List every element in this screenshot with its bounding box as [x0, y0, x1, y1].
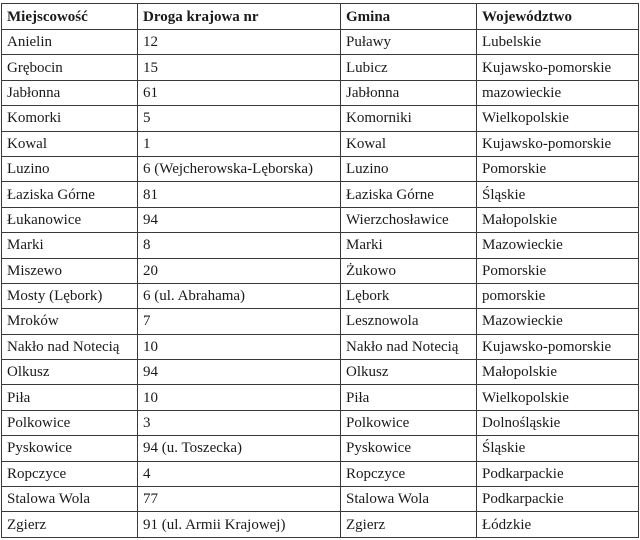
cell-gmina: Lesznowola	[341, 309, 477, 334]
cell-wojewodztwo: Kujawsko-pomorskie	[477, 55, 639, 80]
cell-gmina: Olkusz	[341, 360, 477, 385]
cell-miejscowosc: Łukanowice	[2, 207, 138, 232]
cell-gmina: Komorniki	[341, 106, 477, 131]
cell-droga: 10	[138, 385, 341, 410]
table-row	[2, 156, 639, 181]
cell-gmina: Piła	[341, 385, 477, 410]
cell-droga: 4	[138, 461, 341, 486]
cell-wojewodztwo: Wielkopolskie	[477, 385, 639, 410]
cell-miejscowosc: Mosty (Lębork)	[2, 283, 138, 308]
cell-droga: 91 (ul. Armii Krajowej)	[138, 512, 341, 537]
cell-miejscowosc: Łaziska Górne	[2, 182, 138, 207]
cell-miejscowosc: Marki	[2, 233, 138, 258]
table-row	[2, 385, 639, 410]
cell-miejscowosc: Polkowice	[2, 410, 138, 435]
roads-table	[1, 3, 639, 538]
table-row	[2, 182, 639, 207]
cell-droga: 8	[138, 233, 341, 258]
cell-gmina: Lubicz	[341, 55, 477, 80]
cell-miejscowosc: Komorki	[2, 106, 138, 131]
cell-wojewodztwo: Mazowieckie	[477, 233, 639, 258]
cell-wojewodztwo: Śląskie	[477, 182, 639, 207]
cell-miejscowosc: Kowal	[2, 131, 138, 156]
cell-wojewodztwo: Małopolskie	[477, 360, 639, 385]
table-row	[2, 334, 639, 359]
table-row	[2, 106, 639, 131]
cell-miejscowosc: Pyskowice	[2, 436, 138, 461]
cell-miejscowosc: Luzino	[2, 156, 138, 181]
cell-miejscowosc: Grębocin	[2, 55, 138, 80]
cell-miejscowosc: Ropczyce	[2, 461, 138, 486]
cell-droga: 6 (ul. Abrahama)	[138, 283, 341, 308]
cell-droga: 5	[138, 106, 341, 131]
header-cell-gmina: Gmina	[341, 4, 477, 30]
cell-droga: 94	[138, 360, 341, 385]
cell-wojewodztwo: mazowieckie	[477, 80, 639, 105]
header-cell-droga: Droga krajowa nr	[138, 4, 341, 30]
table-row	[2, 512, 639, 537]
cell-gmina: Nakło nad Notecią	[341, 334, 477, 359]
table-body	[2, 30, 639, 538]
cell-wojewodztwo: Wielkopolskie	[477, 106, 639, 131]
cell-gmina: Ropczyce	[341, 461, 477, 486]
cell-gmina: Pyskowice	[341, 436, 477, 461]
table-row	[2, 436, 639, 461]
cell-gmina: Łaziska Górne	[341, 182, 477, 207]
cell-wojewodztwo: Pomorskie	[477, 156, 639, 181]
cell-wojewodztwo: Małopolskie	[477, 207, 639, 232]
table-row	[2, 360, 639, 385]
table-row	[2, 30, 639, 55]
cell-miejscowosc: Jabłonna	[2, 80, 138, 105]
cell-miejscowosc: Olkusz	[2, 360, 138, 385]
table-row	[2, 80, 639, 105]
cell-droga: 7	[138, 309, 341, 334]
cell-wojewodztwo: Podkarpackie	[477, 461, 639, 486]
cell-droga: 94 (u. Toszecka)	[138, 436, 341, 461]
cell-miejscowosc: Piła	[2, 385, 138, 410]
table-row	[2, 283, 639, 308]
table-row	[2, 309, 639, 334]
cell-gmina: Marki	[341, 233, 477, 258]
table-row	[2, 131, 639, 156]
cell-wojewodztwo: Łódzkie	[477, 512, 639, 537]
table-row	[2, 410, 639, 435]
cell-gmina: Lębork	[341, 283, 477, 308]
cell-miejscowosc: Zgierz	[2, 512, 138, 537]
cell-droga: 1	[138, 131, 341, 156]
cell-miejscowosc: Stalowa Wola	[2, 487, 138, 512]
cell-wojewodztwo: Podkarpackie	[477, 487, 639, 512]
table-container	[1, 3, 638, 538]
cell-miejscowosc: Mroków	[2, 309, 138, 334]
cell-gmina: Luzino	[341, 156, 477, 181]
cell-droga: 81	[138, 182, 341, 207]
cell-gmina: Stalowa Wola	[341, 487, 477, 512]
cell-miejscowosc: Miszewo	[2, 258, 138, 283]
table-row	[2, 55, 639, 80]
cell-droga: 61	[138, 80, 341, 105]
cell-miejscowosc: Anielin	[2, 30, 138, 55]
cell-droga: 3	[138, 410, 341, 435]
table-row	[2, 461, 639, 486]
cell-wojewodztwo: Śląskie	[477, 436, 639, 461]
table-row	[2, 487, 639, 512]
cell-wojewodztwo: pomorskie	[477, 283, 639, 308]
table-row	[2, 207, 639, 232]
cell-gmina: Polkowice	[341, 410, 477, 435]
header-cell-miejscowosc: Miejscowość	[2, 4, 138, 30]
table-row	[2, 258, 639, 283]
header-cell-wojewodztwo: Województwo	[477, 4, 639, 30]
cell-droga: 20	[138, 258, 341, 283]
cell-gmina: Puławy	[341, 30, 477, 55]
cell-droga: 12	[138, 30, 341, 55]
cell-wojewodztwo: Mazowieckie	[477, 309, 639, 334]
cell-wojewodztwo: Kujawsko-pomorskie	[477, 131, 639, 156]
cell-droga: 77	[138, 487, 341, 512]
cell-droga: 6 (Wejcherowska-Lęborska)	[138, 156, 341, 181]
cell-droga: 15	[138, 55, 341, 80]
cell-droga: 10	[138, 334, 341, 359]
table-row	[2, 233, 639, 258]
cell-gmina: Wierzchosławice	[341, 207, 477, 232]
cell-miejscowosc: Nakło nad Notecią	[2, 334, 138, 359]
cell-wojewodztwo: Dolnośląskie	[477, 410, 639, 435]
cell-gmina: Jabłonna	[341, 80, 477, 105]
header-row	[2, 4, 639, 30]
cell-wojewodztwo: Lubelskie	[477, 30, 639, 55]
cell-wojewodztwo: Pomorskie	[477, 258, 639, 283]
cell-gmina: Żukowo	[341, 258, 477, 283]
cell-gmina: Kowal	[341, 131, 477, 156]
cell-gmina: Zgierz	[341, 512, 477, 537]
cell-wojewodztwo: Kujawsko-pomorskie	[477, 334, 639, 359]
cell-droga: 94	[138, 207, 341, 232]
